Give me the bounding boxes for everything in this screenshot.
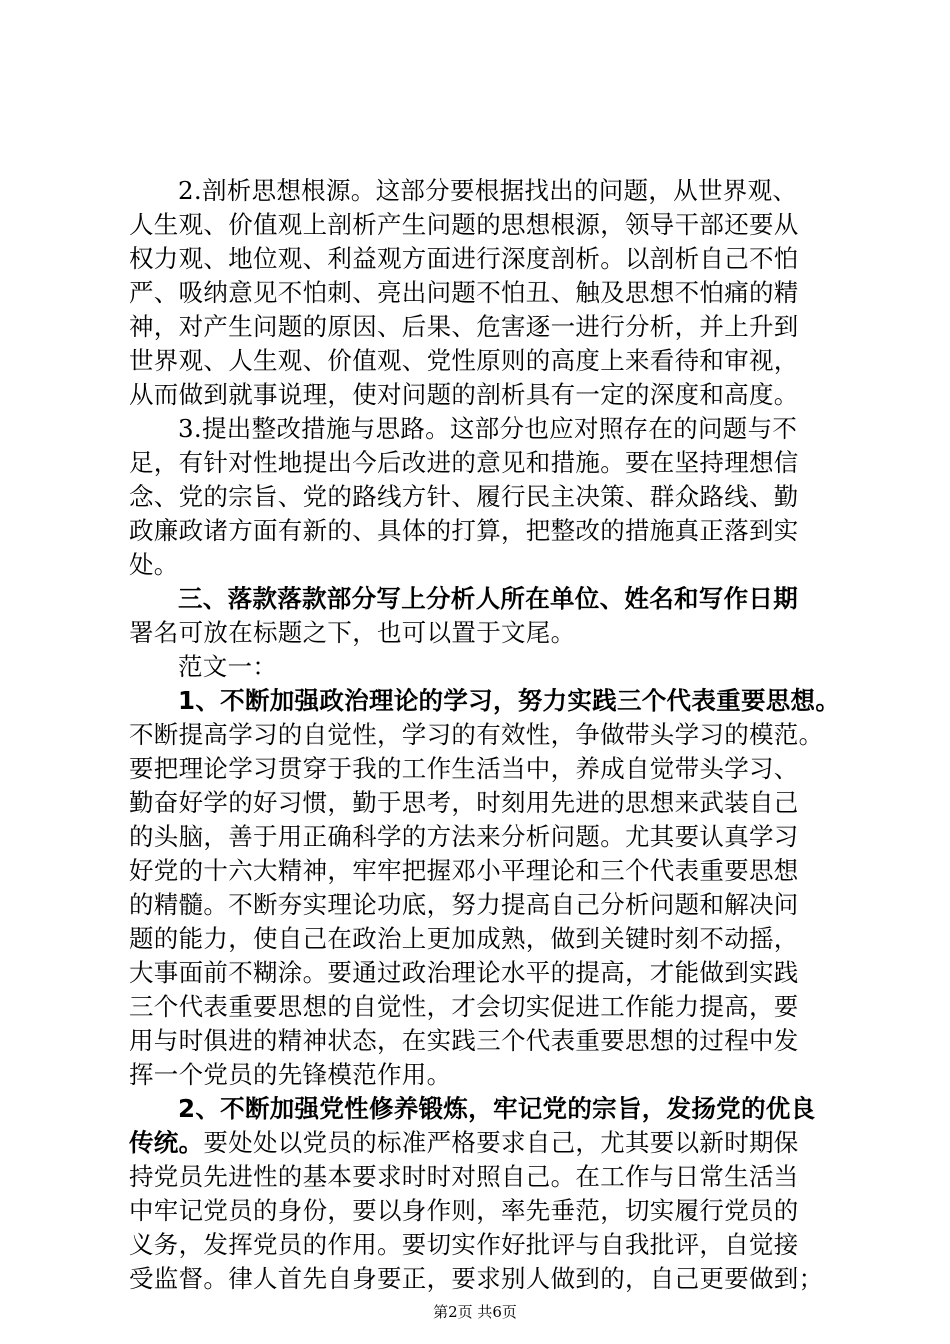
point-heading-tail: 传统。 [129, 1128, 204, 1157]
paragraph-line: 足，有针对性地提出今后改进的意见和措施。要在坚持理想信 [129, 448, 799, 477]
paragraph-line: 从而做到就事说理，使对问题的剖析具有一定的深度和高度。 [129, 380, 799, 409]
sample-label: 范文一： [178, 652, 278, 681]
paragraph-line [129, 1128, 799, 1158]
paragraph-line: 要把理论学习贯穿于我的工作生活当中，养成自觉带头学习、 [129, 754, 799, 783]
paragraph-line: 勤奋好学的好习惯，勤于思考，时刻用先进的思想来武装自己 [129, 788, 799, 817]
paragraph-line: 义务，发挥党员的作用。要切实作好批评与自我批评，自觉接 [129, 1230, 799, 1259]
paragraph-line: 3.提出整改措施与思路。这部分也应对照存在的问题与不 [178, 414, 798, 443]
page-number-footer: 第2页 共6页 [433, 1303, 517, 1321]
paragraph-line: 神，对产生问题的原因、后果、危害逐一进行分析，并上升到 [129, 312, 799, 341]
paragraph-line: 持党员先进性的基本要求时时对照自己。在工作与日常生活当 [129, 1162, 799, 1191]
paragraph-line: 挥一个党员的先锋模范作用。 [129, 1060, 452, 1089]
section-heading: 三、落款落款部分写上分析人所在单位、姓名和写作日期 [178, 584, 798, 613]
paragraph-line: 用与时俱进的精神状态，在实践三个代表重要思想的过程中发 [129, 1026, 799, 1055]
point-heading: 2、不断加强党性修养锻炼，牢记党的宗旨，发扬党的优良 [178, 1094, 816, 1123]
paragraph-line: 三个代表重要思想的自觉性，才会切实促进工作能力提高，要 [129, 992, 799, 1021]
paragraph-line: 署名可放在标题之下，也可以置于文尾。 [129, 618, 576, 647]
paragraph-line: 念、党的宗旨、党的路线方针、履行民主决策、群众路线、勤 [129, 482, 799, 511]
paragraph-line: 好党的十六大精神，牢牢把握邓小平理论和三个代表重要思想 [129, 856, 799, 885]
paragraph-line: 的头脑，善于用正确科学的方法来分析问题。尤其要认真学习 [129, 822, 799, 851]
paragraph-line: 世界观、人生观、价值观、党性原则的高度上来看待和审视， [129, 346, 799, 375]
point-heading: 1、不断加强政治理论的学习，努力实践三个代表重要思想。 [178, 686, 841, 715]
paragraph-text: 要处处以党员的标准严格要求自己，尤其要以新时期保 [203, 1128, 799, 1157]
paragraph-line: 权力观、地位观、利益观方面进行深度剖析。以剖析自己不怕 [129, 244, 799, 273]
paragraph-line: 受监督。律人首先自身要正，要求别人做到的，自己更要做到； [129, 1264, 824, 1293]
paragraph-line: 题的能力，使自己在政治上更加成熟，做到关键时刻不动摇， [129, 924, 799, 953]
paragraph-line: 严、吸纳意见不怕刺、亮出问题不怕丑、触及思想不怕痛的精 [129, 278, 799, 307]
paragraph-line: 2.剖析思想根源。这部分要根据找出的问题，从世界观、 [178, 176, 798, 205]
paragraph-line: 的精髓。不断夯实理论功底，努力提高自己分析问题和解决问 [129, 890, 799, 919]
paragraph-line: 中牢记党员的身份，要以身作则，率先垂范，切实履行党员的 [129, 1196, 799, 1225]
paragraph-line: 处。 [129, 550, 179, 579]
paragraph-line: 大事面前不糊涂。要通过政治理论水平的提高，才能做到实践 [129, 958, 799, 987]
paragraph-line: 不断提高学习的自觉性，学习的有效性，争做带头学习的模范。 [129, 720, 824, 749]
paragraph-line: 政廉政诸方面有新的、具体的打算，把整改的措施真正落到实 [129, 516, 799, 545]
paragraph-line: 人生观、价值观上剖析产生问题的思想根源，领导干部还要从 [129, 210, 799, 239]
